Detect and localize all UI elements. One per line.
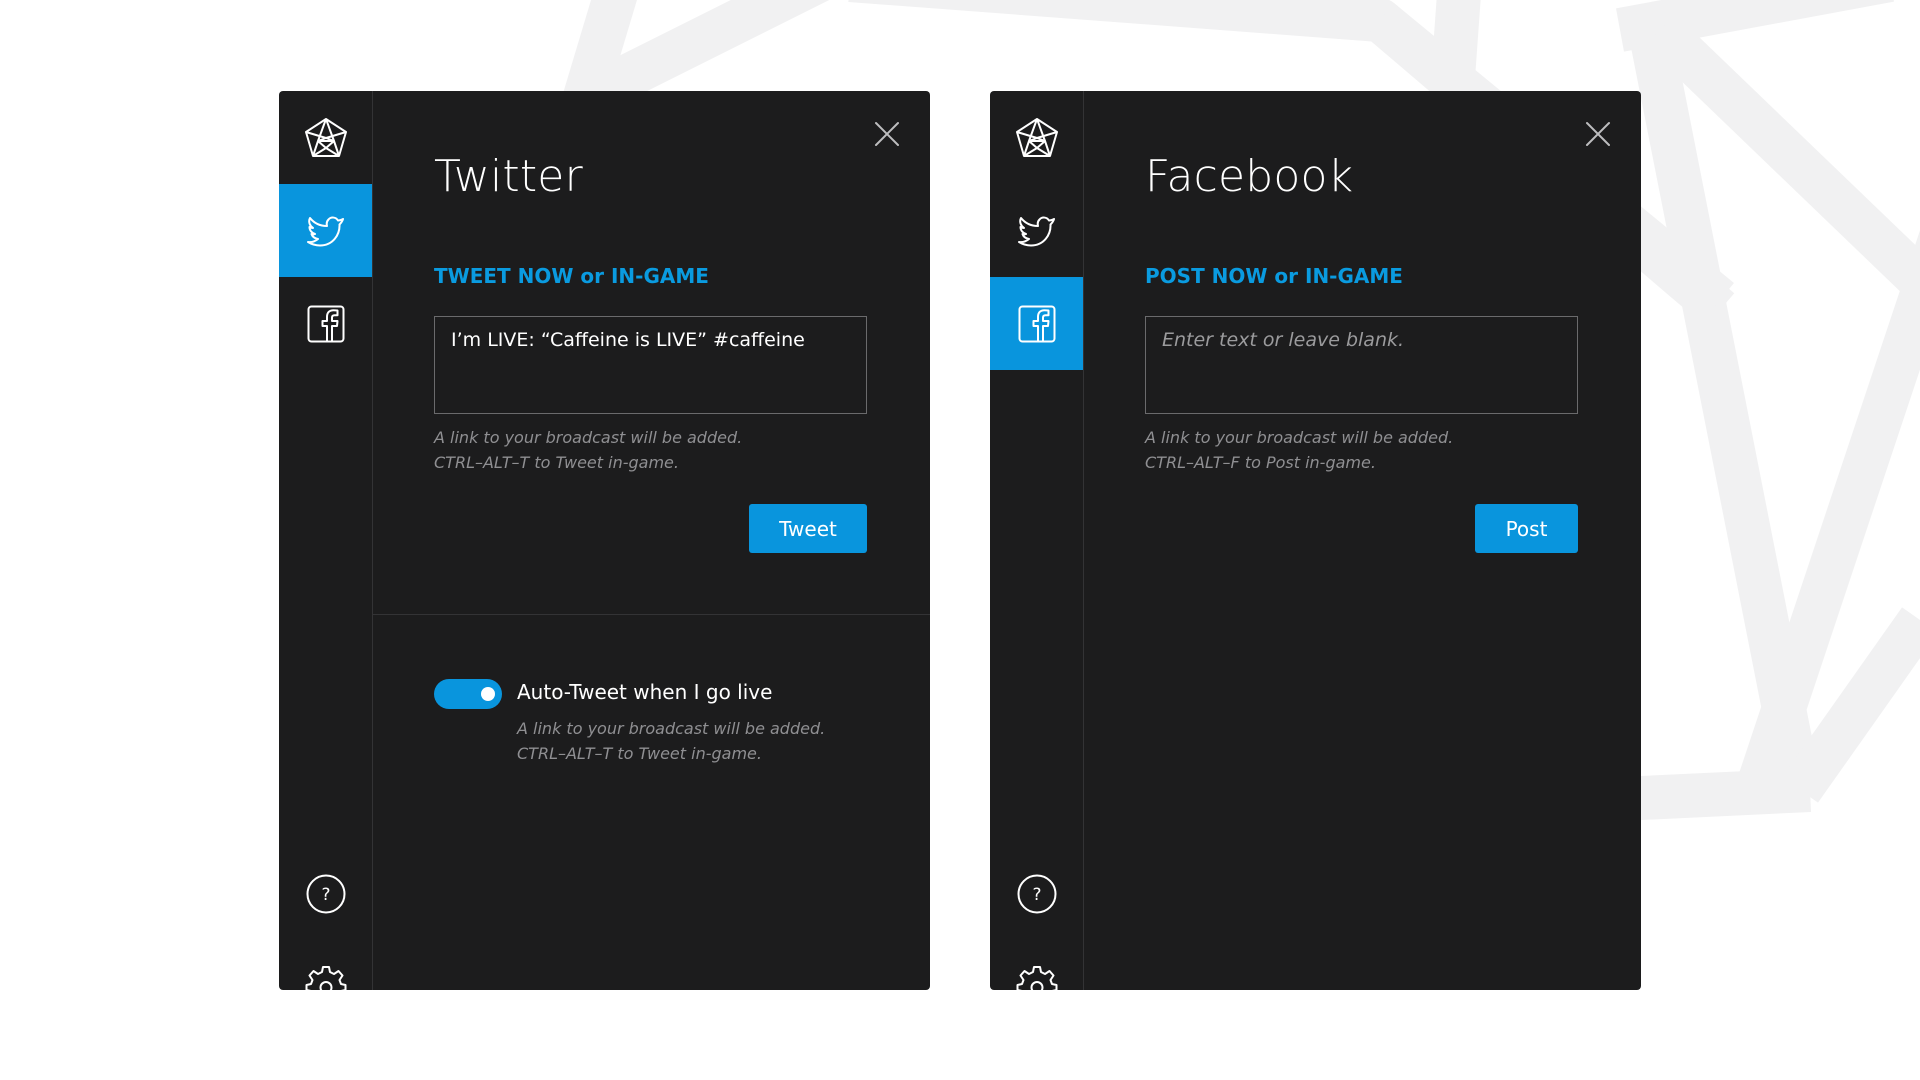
post-button[interactable]: Post	[1475, 504, 1578, 553]
svg-text:?: ?	[1031, 884, 1042, 905]
settings-button[interactable]	[990, 939, 1083, 990]
help-button[interactable]	[279, 847, 372, 940]
section-label: TWEET NOW or IN-GAME	[434, 264, 709, 288]
facebook-content	[1084, 91, 1641, 990]
sidebar	[279, 91, 373, 990]
help-button[interactable]	[990, 847, 1083, 940]
twitter-bird-icon	[307, 215, 345, 247]
caffeine-logo-button[interactable]	[990, 91, 1083, 184]
facebook-share-panel	[990, 91, 1641, 990]
close-icon[interactable]	[1585, 121, 1611, 147]
sidebar	[990, 91, 1084, 990]
close-icon[interactable]	[874, 121, 900, 147]
caffeine-logo-icon	[303, 117, 349, 159]
page-title: Facebook	[1145, 151, 1354, 202]
gear-icon	[305, 965, 347, 991]
sidebar-item-facebook[interactable]	[990, 277, 1083, 370]
hint-line: CTRL–ALT–T to Tweet in-game.	[517, 744, 762, 763]
help-icon	[1017, 874, 1057, 914]
twitter-content	[373, 91, 930, 990]
toggle-knob	[481, 687, 495, 701]
auto-tweet-toggle[interactable]	[434, 679, 502, 709]
post-hint	[1145, 425, 1453, 475]
sidebar-item-twitter[interactable]	[990, 184, 1083, 277]
help-icon	[306, 874, 346, 914]
hint-line: A link to your broadcast will be added.	[517, 719, 826, 738]
sidebar-item-facebook[interactable]	[279, 277, 372, 370]
auto-tweet-hint	[517, 716, 825, 766]
divider	[373, 614, 930, 615]
post-text-input[interactable]: Enter text or leave blank.	[1145, 316, 1578, 414]
twitter-share-panel	[279, 91, 930, 990]
auto-tweet-label: Auto-Tweet when I go live	[517, 680, 773, 704]
settings-button[interactable]	[279, 939, 372, 990]
facebook-icon	[307, 305, 345, 343]
hint-line: A link to your broadcast will be added.	[434, 428, 743, 447]
gear-icon	[1016, 965, 1058, 991]
caffeine-logo-icon	[1014, 117, 1060, 159]
hint-line: A link to your broadcast will be added.	[1145, 428, 1454, 447]
facebook-icon	[1018, 305, 1056, 343]
tweet-text-input[interactable]: I’m LIVE: “Caffeine is LIVE” #caffeine	[434, 316, 867, 414]
svg-text:?: ?	[320, 884, 331, 905]
hint-line: CTRL–ALT–T to Tweet in-game.	[434, 453, 679, 472]
page-title: Twitter	[434, 151, 583, 202]
tweet-hint	[434, 425, 742, 475]
tweet-button[interactable]: Tweet	[749, 504, 867, 553]
twitter-bird-icon	[1018, 215, 1056, 247]
section-label: POST NOW or IN-GAME	[1145, 264, 1403, 288]
hint-line: CTRL–ALT–F to Post in-game.	[1145, 453, 1376, 472]
sidebar-item-twitter[interactable]	[279, 184, 372, 277]
caffeine-logo-button[interactable]	[279, 91, 372, 184]
